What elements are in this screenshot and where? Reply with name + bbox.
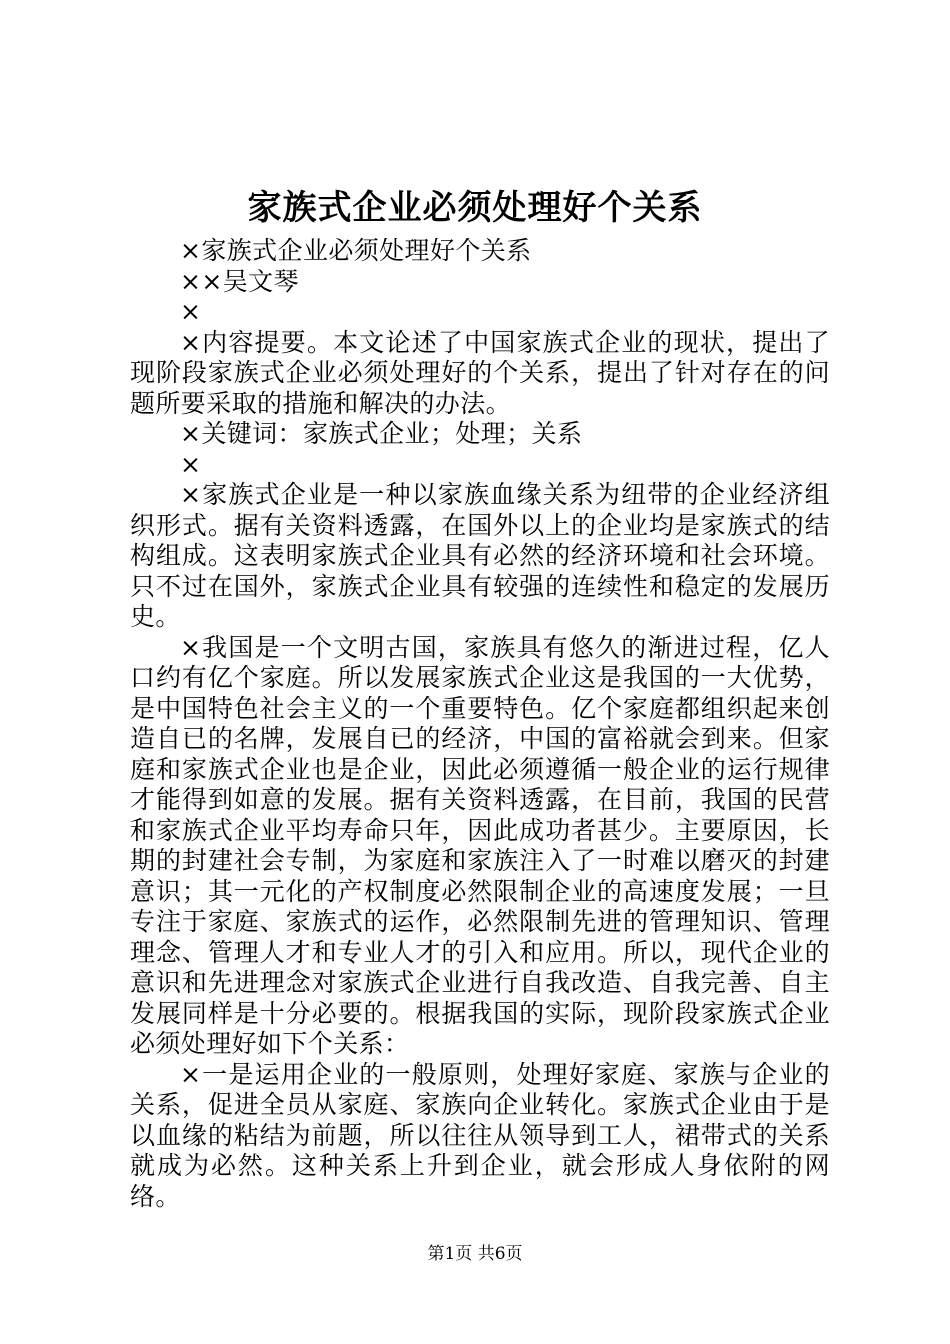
paragraph-body: ×家族式企业是一种以家族血缘关系为纽带的企业经济组织形式。据有关资料透露，在国外以上的企业均是家族式的结构组成。这表明家族式企业具有必然的经济环境和社会环境。只不过在国外，家族式企业具有较强的连续性和稳定的发展历史。 [130, 480, 830, 631]
paragraph-keywords: ×关键词：家族式企业；处理；关系 [180, 419, 583, 448]
document-title: 家族式企业必须处理好个关系 [247, 188, 703, 228]
paragraph-subtitle: ×家族式企业必须处理好个关系 [180, 236, 532, 265]
paragraph-abstract: ×内容提要。本文论述了中国家族式企业的现状，提出了现阶段家族式企业必须处理好的个关系，提出了针对存在的问题所要采取的措施和解决的办法。 [130, 327, 830, 418]
paragraph-blank: × [180, 449, 202, 479]
paragraph-blank: × [180, 297, 202, 326]
document-body [130, 236, 830, 1212]
page-number-footer: 第1页 共6页 [427, 1244, 523, 1264]
paragraph-body: ×一是运用企业的一般原则，处理好家庭、家族与企业的关系，促进全员从家庭、家族向企业转化。家族式企业由于是以血缘的粘结为前题，所以往往从领导到工人，裙带式的关系就成为必然。这种关系上升到企业，就会形成人身依附的网络。 [130, 1059, 830, 1211]
paragraph-author: ××吴文琴 [180, 266, 299, 296]
paragraph-body: ×我国是一个文明古国，家族具有悠久的渐进过程，亿人口约有亿个家庭。所以发展家族式企业这是我国的一大优势，是中国特色社会主义的一个重要特色。亿个家庭都组织起来创造自已的名牌，发展自已的经济，中国的富裕就会到来。但家庭和家族式企业也是企业，因此必须遵循一般企业的运行规律才能得到如意的发展。据有关资料透露，在目前，我国的民营和家族式企业平均寿命只年，因此成功者甚少。主要原因，长期的封建社会专制，为家庭和家族注入了一时难以磨灭的封建意识；其一元化的产权制度必然限制企业的高速度发展；一旦专注于家庭、家族式的运作，必然限制先进的管理知识、管理理念、管理人才和专业人才的引入和应用。所以，现代企业的意识和先进理念对家族式企业进行自我改造、自我完善、自主发展同样是十分必要的。根据我国的实际，现阶段家族式企业必须处理好如下个关系： [130, 632, 830, 1058]
